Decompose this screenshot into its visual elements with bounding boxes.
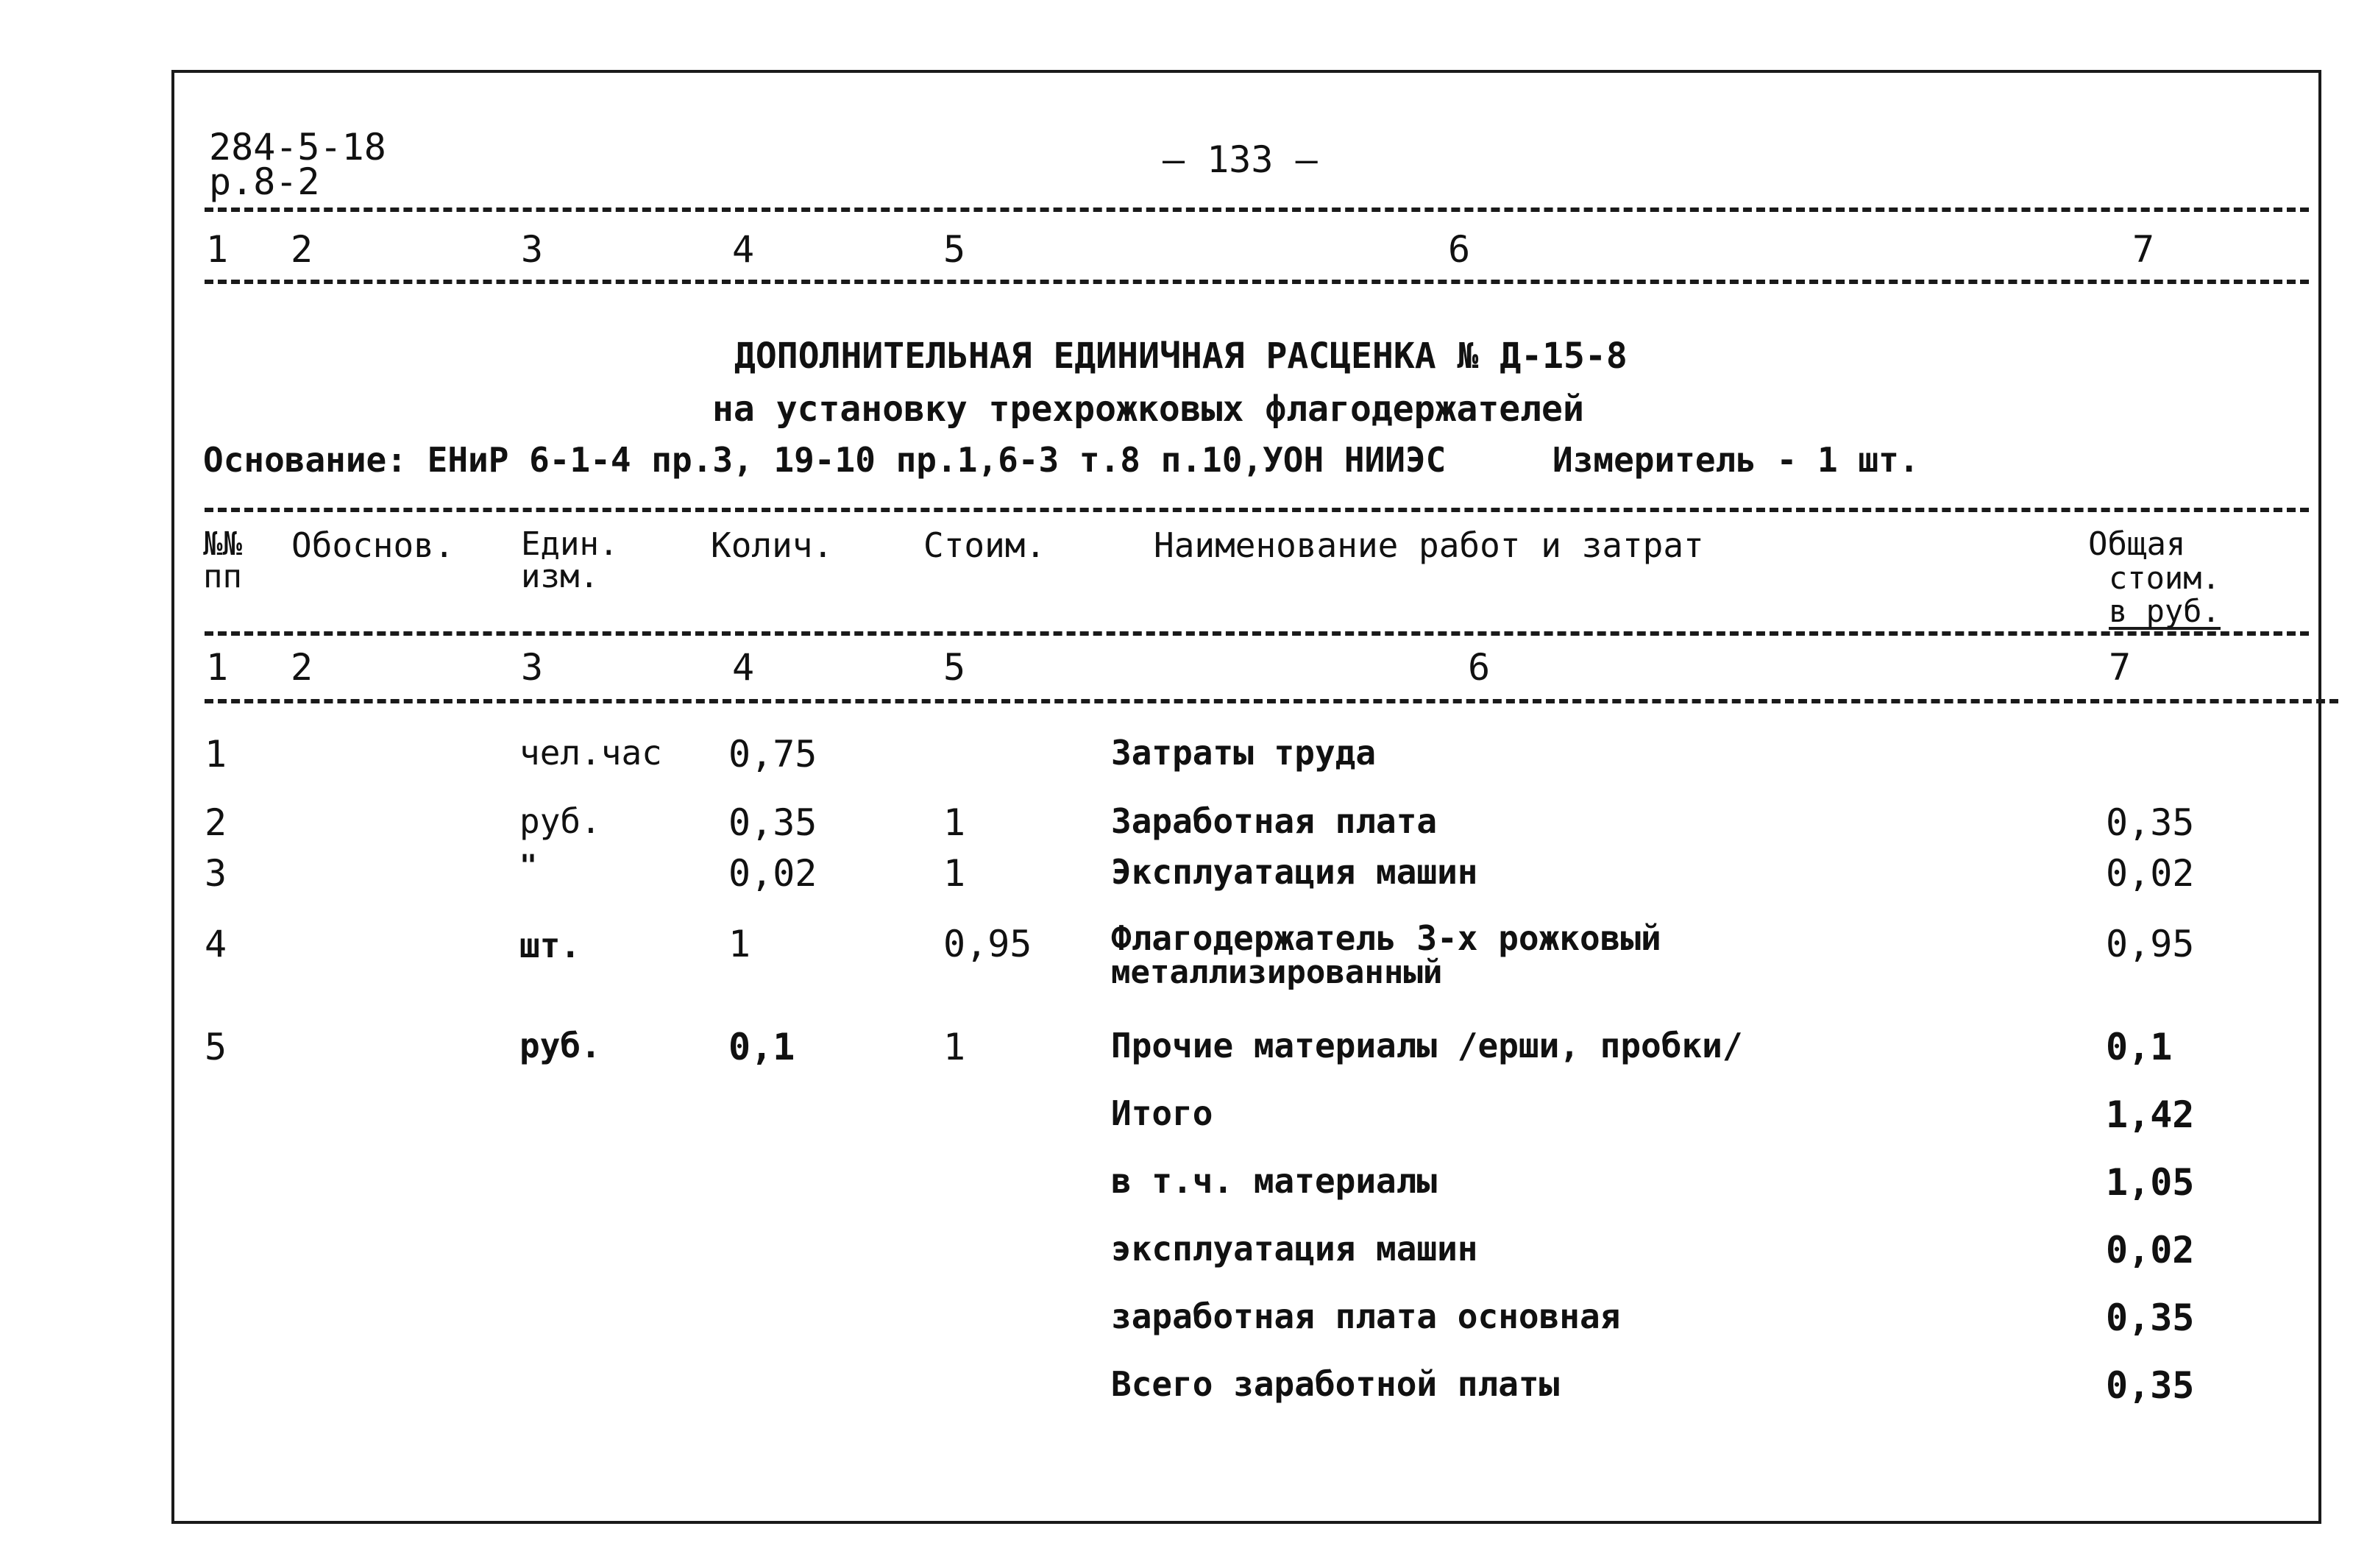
th-total-2: стоим. [2109, 560, 2221, 596]
row-name-cont: металлизированный [1111, 954, 1443, 991]
row-qty: 1 [728, 923, 751, 965]
dashed-rule [205, 631, 2309, 636]
row-unit: руб. [519, 1026, 601, 1065]
dashed-rule [205, 699, 2338, 703]
dashed-rule [205, 280, 2309, 284]
summary-value: 0,35 [2106, 1364, 2195, 1407]
summary-value: 1,05 [2106, 1161, 2195, 1204]
col-number: 1 [206, 228, 229, 271]
dashed-rule [205, 207, 2309, 212]
th-total-1: Общая [2088, 525, 2186, 563]
summary-label: Итого [1111, 1093, 1213, 1133]
dashed-rule [205, 508, 2309, 512]
row-num: 4 [205, 923, 227, 965]
th-basis: Обоснов. [291, 525, 455, 565]
row-cost: 1 [943, 852, 966, 895]
col-number: 6 [1468, 646, 1491, 689]
row-qty: 0,35 [728, 801, 817, 844]
col-number: 1 [206, 646, 229, 689]
col-number: 4 [732, 228, 755, 271]
page-number: — 133 — [1163, 138, 1318, 181]
summary-label: Всего заработной платы [1111, 1364, 1560, 1404]
title-line1: ДОПОЛНИТЕЛЬНАЯ ЕДИНИЧНАЯ РАСЦЕНКА № Д-15-8 [734, 336, 1628, 377]
row-name: Затраты труда [1111, 733, 1377, 773]
row-num: 3 [205, 852, 227, 895]
th-num-2: пп [203, 558, 242, 595]
title-line2: на установку трехрожковых флагодержателей [712, 389, 1584, 430]
row-num: 2 [205, 801, 227, 844]
col-number: 7 [2109, 646, 2132, 689]
col-number: 3 [521, 228, 544, 271]
row-total: 0,35 [2106, 801, 2195, 844]
doc-code-line1: 284-5-18 [209, 126, 386, 168]
row-name: Эксплуатация машин [1111, 852, 1478, 892]
row-unit: чел.час [519, 733, 662, 773]
row-unit: руб. [519, 801, 601, 841]
row-cost: 1 [943, 801, 966, 844]
col-number: 5 [943, 646, 966, 689]
row-qty: 0,1 [728, 1026, 795, 1068]
row-unit: " [519, 849, 538, 883]
row-num: 5 [205, 1026, 227, 1068]
col-number: 6 [1448, 228, 1471, 271]
th-total-3: в руб. [2109, 593, 2221, 629]
doc-code-line2: р.8-2 [209, 160, 320, 203]
row-qty: 0,75 [728, 733, 817, 776]
col-number: 7 [2132, 228, 2155, 271]
summary-label: заработная плата основная [1111, 1296, 1621, 1336]
summary-label: в т.ч. материалы [1111, 1161, 1438, 1201]
meter-text: Измеритель - 1 шт. [1552, 440, 1920, 480]
row-name: Заработная плата [1111, 801, 1438, 841]
row-total: 0,1 [2106, 1026, 2173, 1068]
summary-value: 1,42 [2106, 1093, 2195, 1136]
row-name: Прочие материалы /ерши, пробки/ [1111, 1026, 1743, 1065]
th-name: Наименование работ и затрат [1154, 525, 1704, 565]
row-cost: 0,95 [943, 923, 1032, 965]
th-qty: Колич. [711, 525, 834, 565]
summary-label: эксплуатация машин [1111, 1229, 1478, 1269]
summary-value: 0,02 [2106, 1229, 2195, 1271]
th-num-1: №№ [203, 525, 242, 563]
th-unit-2: изм. [521, 558, 599, 595]
summary-value: 0,35 [2106, 1296, 2195, 1339]
row-cost: 1 [943, 1026, 966, 1068]
basis-line: Основание: ЕНиР 6-1-4 пр.3, 19-10 пр.1,6-3 т.8 п.10,УОН НИИЭС [203, 440, 1447, 480]
col-number: 3 [521, 646, 544, 689]
col-number: 2 [291, 228, 313, 271]
row-unit: шт. [519, 926, 581, 965]
col-number: 4 [732, 646, 755, 689]
col-number: 5 [943, 228, 966, 271]
th-unit-1: Един. [521, 525, 619, 563]
row-total: 0,02 [2106, 852, 2195, 895]
row-name: Флагодержатель 3-х рожковый [1111, 918, 1661, 958]
row-num: 1 [205, 733, 227, 776]
col-number: 2 [291, 646, 313, 689]
row-total: 0,95 [2106, 923, 2195, 965]
th-cost: Стоим. [923, 525, 1046, 565]
row-qty: 0,02 [728, 852, 817, 895]
